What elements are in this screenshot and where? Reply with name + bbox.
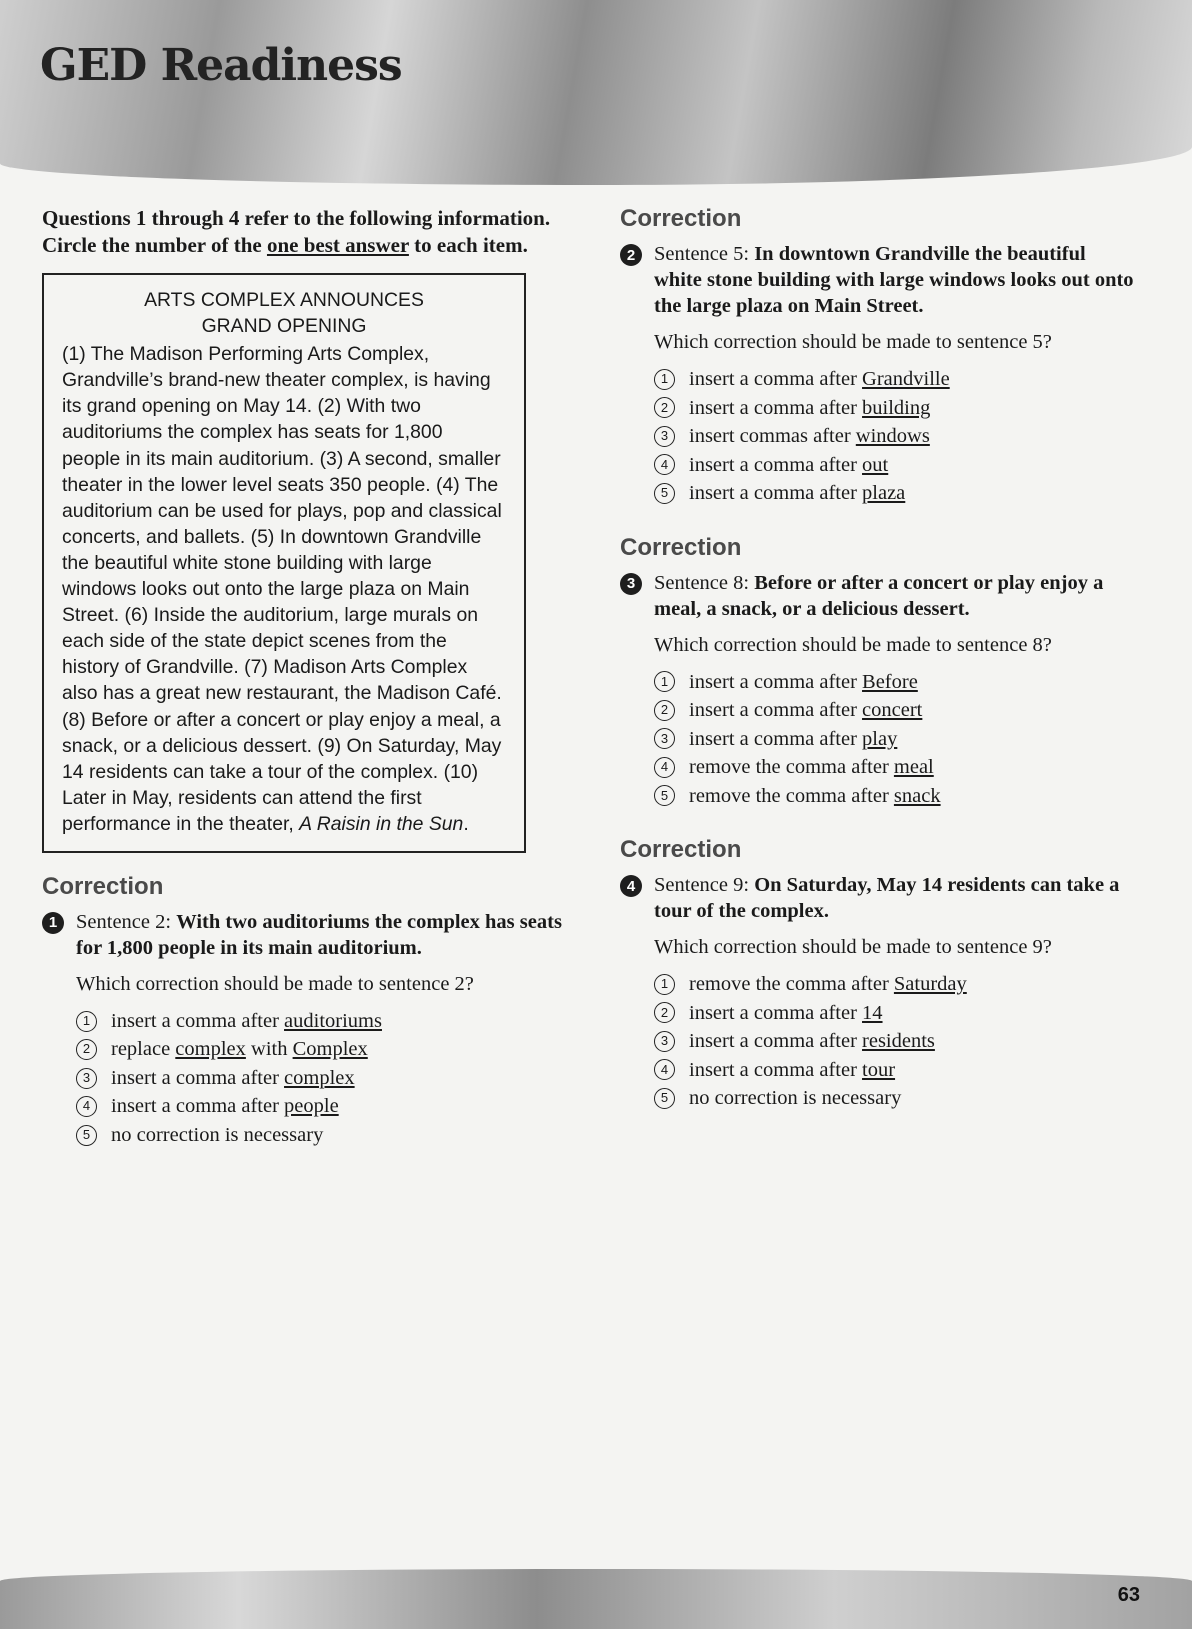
option-label (111, 1007, 382, 1036)
option-label (689, 668, 918, 697)
option-number-circle[interactable]: 4 (654, 757, 675, 778)
option-label (689, 422, 930, 451)
option-text: replace (111, 1038, 176, 1061)
option-text: insert a comma after (689, 727, 863, 750)
sentence-label: Sentence 9: (654, 874, 755, 896)
option-label (689, 725, 897, 754)
instructions (42, 205, 562, 259)
option-text: with (245, 1038, 293, 1061)
option-label (111, 1092, 339, 1121)
question-stem (620, 241, 1135, 319)
question-heading: Correction (620, 533, 742, 561)
question-item (620, 836, 1135, 1113)
option-text: insert a comma after (689, 482, 863, 504)
option-text: insert commas after (689, 425, 856, 447)
option-label (689, 394, 930, 423)
answer-options (654, 970, 1135, 1113)
answer-option[interactable] (76, 1035, 562, 1064)
option-number-circle[interactable]: 2 (654, 1002, 675, 1023)
answer-option[interactable] (654, 479, 1135, 508)
option-text: remove the comma after (689, 973, 894, 995)
answer-option[interactable] (654, 1027, 1135, 1056)
question-slot-3 (620, 534, 1135, 811)
option-text: insert a comma after (689, 1058, 863, 1081)
answer-option[interactable] (654, 999, 1135, 1028)
question-stem (620, 570, 1135, 622)
question-prompt: Which correction should be made to sentence 2? (76, 972, 474, 995)
option-label (689, 451, 888, 480)
question-item (620, 205, 1135, 508)
question-prompt: Which correction should be made to sentence 9? (654, 936, 1052, 958)
option-text: insert a comma after (689, 699, 863, 721)
option-underlined-word: plaza (862, 482, 906, 504)
answer-option[interactable] (76, 1092, 562, 1121)
option-number-circle[interactable]: 2 (654, 700, 675, 721)
answer-option[interactable] (654, 696, 1135, 725)
page-title: GED Readiness (40, 40, 402, 91)
answer-options (654, 668, 1135, 811)
answer-option[interactable] (654, 753, 1135, 782)
passage-box (42, 273, 526, 853)
question-stem (620, 872, 1135, 924)
answer-option[interactable] (654, 451, 1135, 480)
question-sentence (76, 909, 562, 961)
option-label (689, 753, 934, 782)
question-heading: Correction (620, 205, 742, 232)
passage-heading (62, 287, 506, 339)
option-text: insert a comma after (689, 453, 863, 476)
option-text: insert a comma after (111, 1095, 285, 1118)
answer-option[interactable] (76, 1064, 562, 1093)
header-band (0, 0, 1192, 185)
question-prompt: Which correction should be made to sentence 5? (654, 331, 1052, 353)
option-number-circle[interactable]: 3 (654, 728, 675, 749)
option-number-circle[interactable]: 4 (654, 454, 675, 475)
answer-option[interactable] (654, 1056, 1135, 1085)
option-number-circle[interactable]: 2 (76, 1039, 97, 1060)
option-number-circle[interactable]: 5 (654, 785, 675, 806)
answer-option[interactable] (76, 1121, 562, 1150)
question-slot-4 (620, 836, 1135, 1113)
option-underlined-word: concert (862, 699, 923, 721)
option-label (689, 696, 922, 725)
option-number-circle[interactable]: 1 (76, 1011, 97, 1032)
option-underlined-word: play (862, 727, 898, 750)
option-underlined-word: auditoriums (284, 1009, 382, 1032)
question-heading: Correction (620, 836, 742, 863)
passage-body (62, 341, 506, 837)
option-label (689, 1084, 901, 1113)
option-number-circle[interactable]: 5 (654, 1088, 675, 1109)
question-item (42, 873, 562, 1150)
option-number-circle[interactable]: 3 (654, 426, 675, 447)
sentence-label: Sentence 8: (654, 571, 755, 594)
option-number-circle[interactable]: 1 (654, 974, 675, 995)
option-underlined-word: complex (175, 1038, 246, 1061)
option-label (689, 1056, 895, 1085)
option-underlined-word: snack (893, 784, 941, 807)
option-number-circle[interactable]: 2 (654, 397, 675, 418)
instructions-text-start: Questions 1 through 4 refer to the following information. Circle the number of the (42, 206, 551, 257)
option-underlined-word: people (284, 1095, 339, 1118)
option-number-circle[interactable]: 1 (654, 369, 675, 390)
passage-heading-line-2: GRAND OPENING (201, 315, 367, 338)
option-label (111, 1121, 323, 1150)
answer-option[interactable] (654, 668, 1135, 697)
option-text: insert a comma after (689, 670, 863, 693)
question-stem (42, 909, 562, 961)
passage-heading-line-1: ARTS COMPLEX ANNOUNCES (144, 289, 424, 311)
answer-option[interactable] (654, 1084, 1135, 1113)
instructions-emphasis: one best answer (266, 233, 409, 257)
answer-option[interactable] (654, 782, 1135, 811)
option-label (689, 479, 905, 508)
sentence-quote: On Saturday, May 14 residents can take a tour of the complex. (654, 874, 1120, 922)
option-label (111, 1064, 355, 1093)
question-number-badge: 2 (620, 244, 642, 266)
question-sentence (654, 241, 1135, 319)
answer-option[interactable] (654, 365, 1135, 394)
option-underlined-word: Before (862, 670, 918, 693)
option-underlined-word: 14 (862, 1001, 883, 1024)
option-text: no correction is necessary (689, 1087, 902, 1109)
right-column (620, 205, 1135, 1131)
question-slot-2 (620, 205, 1135, 508)
option-text: remove the comma after (689, 756, 894, 778)
question-sentence (654, 570, 1135, 622)
page-number: 63 (1117, 1584, 1140, 1606)
option-number-circle[interactable]: 3 (76, 1068, 97, 1089)
question-heading: Correction (42, 872, 164, 900)
option-underlined-word: Grandville (862, 368, 950, 390)
option-label (111, 1035, 368, 1064)
option-text: insert a comma after (689, 1030, 863, 1052)
sentence-quote: With two auditoriums the complex has seats for 1,800 people in its main auditorium. (76, 910, 562, 959)
question-number-badge: 3 (620, 573, 642, 595)
answer-option[interactable] (76, 1007, 562, 1036)
question-slot-1 (42, 873, 562, 1150)
option-number-circle[interactable]: 4 (76, 1096, 97, 1117)
option-label (689, 999, 883, 1028)
question-sentence (654, 872, 1135, 924)
sentence-label: Sentence 2: (76, 910, 177, 933)
option-number-circle[interactable]: 5 (654, 483, 675, 504)
question-number-badge: 4 (620, 875, 642, 897)
option-underlined-word: windows (855, 425, 930, 447)
question-item (620, 534, 1135, 811)
answer-options (76, 1007, 562, 1150)
option-underlined-word: Complex (292, 1038, 368, 1061)
option-text: remove the comma after (689, 784, 894, 807)
option-text: insert a comma after (689, 368, 863, 390)
sentence-quote: In downtown Grandville the beautiful white stone building with large windows looks out onto the large plaza on Main Street. (654, 243, 1134, 317)
answer-option[interactable] (654, 394, 1135, 423)
option-number-circle[interactable]: 1 (654, 671, 675, 692)
left-column (42, 205, 562, 1167)
answer-options (654, 365, 1135, 508)
option-underlined-word: meal (893, 756, 934, 778)
play-title: A Raisin in the Sun (299, 812, 464, 835)
instructions-text-end: to each item. (408, 233, 528, 257)
option-label (689, 782, 941, 811)
option-label (689, 1027, 935, 1056)
option-underlined-word: building (862, 396, 931, 419)
sentence-label: Sentence 5: (654, 243, 755, 265)
option-label (689, 970, 967, 999)
option-text: insert a comma after (111, 1009, 285, 1032)
option-text: insert a comma after (111, 1066, 285, 1089)
option-number-circle[interactable]: 5 (76, 1125, 97, 1146)
question-prompt: Which correction should be made to sentence 8? (654, 633, 1052, 656)
option-text: insert a comma after (689, 396, 863, 419)
option-text: no correction is necessary (111, 1123, 324, 1146)
option-underlined-word: tour (862, 1058, 896, 1081)
sentence-quote: Before or after a concert or play enjoy a meal, a snack, or a delicious dessert. (654, 571, 1104, 620)
option-underlined-word: complex (284, 1066, 355, 1089)
option-number-circle[interactable]: 4 (654, 1059, 675, 1080)
answer-option[interactable] (654, 422, 1135, 451)
answer-option[interactable] (654, 725, 1135, 754)
option-underlined-word: Saturday (893, 973, 967, 995)
option-label (689, 365, 950, 394)
passage-text-end: . (463, 812, 469, 835)
option-underlined-word: residents (862, 1030, 935, 1052)
footer-band (0, 1569, 1192, 1629)
option-number-circle[interactable]: 3 (654, 1031, 675, 1052)
option-text: insert a comma after (689, 1001, 863, 1024)
question-number-badge: 1 (42, 912, 64, 934)
answer-option[interactable] (654, 970, 1135, 999)
passage-text: (1) The Madison Performing Arts Complex, Grandville’s brand-new theater complex, is having its grand opening on May 14. (2) With two auditoriums the complex has seats for 1,800 people in its main auditorium. (3) A second, smaller theater in the lower level seats 350 people. (4) The auditorium can be used for plays, pop and classical concerts, and ballets. (5) In downtown Grandville the beautiful white stone building with large windows looks out onto the large plaza on Main Street. (6) Inside the auditorium, large murals on each side of the state depict scenes from the history of Grandville. (7) Madison Arts Complex also has a great new restaurant, the Madison Café. (8) Before or after a concert or play enjoy a meal, a snack, or a delicious dessert. (9) On Saturday, May 14 residents can take a tour of the complex. (10) Later in May, residents can attend the first performance in the theater, (62, 343, 502, 835)
option-underlined-word: out (862, 453, 889, 476)
